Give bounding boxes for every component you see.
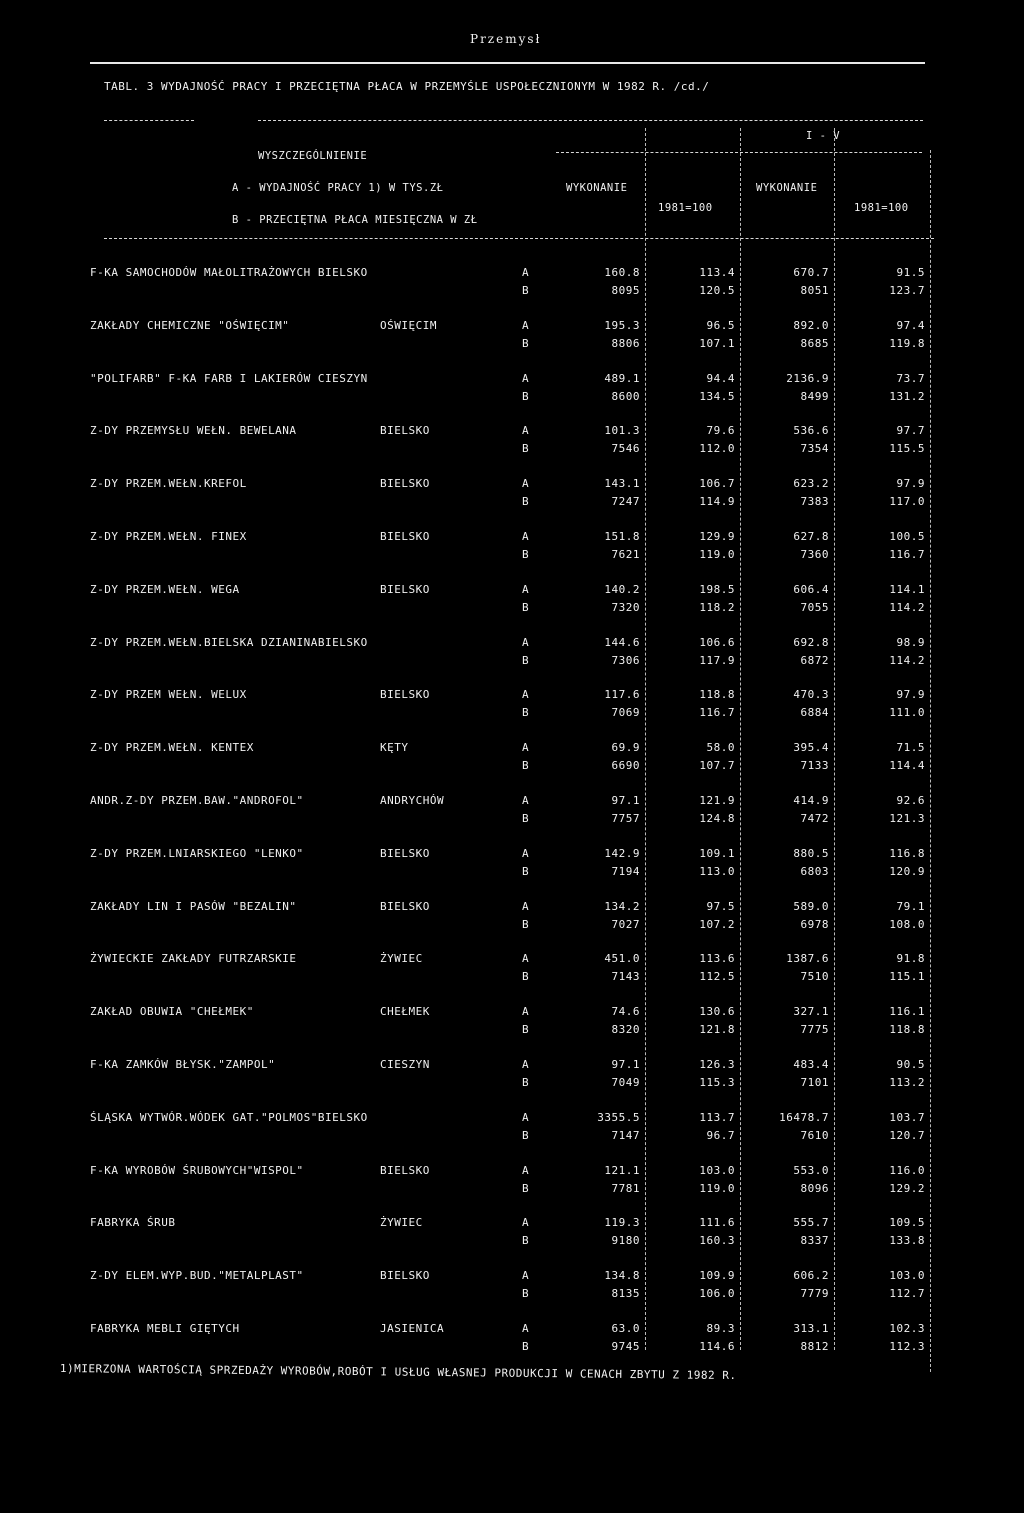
cell-b: 6690 <box>611 759 640 772</box>
row-label-b: B <box>522 865 530 878</box>
top-rule <box>90 62 925 64</box>
cell-a: 79.6 <box>706 424 735 437</box>
cell-b: 8685 <box>800 337 829 350</box>
cell-b: 114.9 <box>699 495 735 508</box>
cell-a: 69.9 <box>611 741 640 754</box>
cell-a: 92.6 <box>896 794 925 807</box>
row-city: ANDRYCHÓW <box>380 794 445 807</box>
row-city: JASIENICA <box>380 1322 445 1335</box>
cell-a: 116.1 <box>889 1005 925 1018</box>
row-city: BIELSKO <box>380 688 430 701</box>
row-city: KĘTY <box>380 741 409 754</box>
cell-b: 119.8 <box>889 337 925 350</box>
cell-a: 121.9 <box>699 794 735 807</box>
cell-a: 2136.9 <box>786 372 829 385</box>
cell-b: 117.0 <box>889 495 925 508</box>
cell-b: 8320 <box>611 1023 640 1036</box>
cell-b: 8806 <box>611 337 640 350</box>
row-name: Z-DY PRZEM.WEŁN. WEGA <box>90 583 240 596</box>
row-label-b: B <box>522 390 530 403</box>
cell-b: 7621 <box>611 548 640 561</box>
cell-a: 670.7 <box>793 266 829 279</box>
row-label-b: B <box>522 495 530 508</box>
row-city: BIELSKO <box>380 583 430 596</box>
cell-b: 113.2 <box>889 1076 925 1089</box>
cell-a: 151.8 <box>604 530 640 543</box>
row-label-a: A <box>522 952 530 965</box>
cell-a: 143.1 <box>604 477 640 490</box>
cell-a: 74.6 <box>611 1005 640 1018</box>
cell-a: 103.7 <box>889 1111 925 1124</box>
row-city: OŚWIĘCIM <box>380 319 437 332</box>
cell-a: 414.9 <box>793 794 829 807</box>
cell-a: 97.4 <box>896 319 925 332</box>
cell-b: 129.2 <box>889 1182 925 1195</box>
cell-a: 553.0 <box>793 1164 829 1177</box>
cell-b: 7610 <box>800 1129 829 1142</box>
row-label-a: A <box>522 1005 530 1018</box>
row-label-a: A <box>522 1164 530 1177</box>
cell-b: 7247 <box>611 495 640 508</box>
cell-a: 100.5 <box>889 530 925 543</box>
cell-b: 115.3 <box>699 1076 735 1089</box>
cell-b: 120.7 <box>889 1129 925 1142</box>
cell-b: 115.5 <box>889 442 925 455</box>
row-label-a: A <box>522 583 530 596</box>
column-rule-2 <box>740 128 741 1350</box>
cell-b: 111.0 <box>889 706 925 719</box>
cell-b: 131.2 <box>889 390 925 403</box>
row-name: Z-DY PRZEM WEŁN. WELUX <box>90 688 247 701</box>
row-name: FABRYKA MEBLI GIĘTYCH <box>90 1322 240 1335</box>
cell-a: 114.1 <box>889 583 925 596</box>
cell-a: 71.5 <box>896 741 925 754</box>
cell-b: 121.3 <box>889 812 925 825</box>
row-name: Z-DY PRZEM.WEŁN.BIELSKA DZIANINABIELSKO <box>90 636 368 649</box>
row-name: Z-DY ELEM.WYP.BUD."METALPLAST" <box>90 1269 304 1282</box>
cell-b: 7779 <box>800 1287 829 1300</box>
cell-b: 7306 <box>611 654 640 667</box>
row-name: Z-DY PRZEMYSŁU WEŁN. BEWELANA <box>90 424 297 437</box>
cell-b: 116.7 <box>699 706 735 719</box>
row-label-a: A <box>522 688 530 701</box>
cell-b: 106.0 <box>699 1287 735 1300</box>
cell-a: 106.6 <box>699 636 735 649</box>
cell-b: 123.7 <box>889 284 925 297</box>
cell-a: 97.1 <box>611 1058 640 1071</box>
row-label-a: A <box>522 372 530 385</box>
cell-a: 589.0 <box>793 900 829 913</box>
cell-b: 107.2 <box>699 918 735 931</box>
row-city: CHEŁMEK <box>380 1005 430 1018</box>
cell-a: 198.5 <box>699 583 735 596</box>
cell-a: 119.3 <box>604 1216 640 1229</box>
page-header: Przemysł <box>470 32 542 46</box>
cell-b: 7143 <box>611 970 640 983</box>
cell-b: 112.0 <box>699 442 735 455</box>
header-col4: 1981=100 <box>854 202 909 214</box>
cell-a: 121.1 <box>604 1164 640 1177</box>
cell-b: 8051 <box>800 284 829 297</box>
cell-a: 79.1 <box>896 900 925 913</box>
cell-b: 8499 <box>800 390 829 403</box>
cell-b: 6872 <box>800 654 829 667</box>
cell-b: 124.8 <box>699 812 735 825</box>
row-label-a: A <box>522 847 530 860</box>
row-name: Z-DY PRZEM.WEŁN.KREFOL <box>90 477 247 490</box>
cell-a: 555.7 <box>793 1216 829 1229</box>
cell-a: 483.4 <box>793 1058 829 1071</box>
row-label-b: B <box>522 1182 530 1195</box>
cell-b: 8600 <box>611 390 640 403</box>
cell-b: 108.0 <box>889 918 925 931</box>
row-label-a: A <box>522 636 530 649</box>
row-name: Z-DY PRZEM.LNIARSKIEGO "LENKO" <box>90 847 304 860</box>
row-name: ZAKŁADY CHEMICZNE "OŚWIĘCIM" <box>90 319 290 332</box>
cell-b: 7360 <box>800 548 829 561</box>
cell-b: 113.0 <box>699 865 735 878</box>
cell-b: 133.8 <box>889 1234 925 1247</box>
cell-b: 112.5 <box>699 970 735 983</box>
cell-b: 8812 <box>800 1340 829 1353</box>
row-label-b: B <box>522 337 530 350</box>
row-city: BIELSKO <box>380 900 430 913</box>
row-label-b: B <box>522 970 530 983</box>
cell-b: 7055 <box>800 601 829 614</box>
cell-a: 116.8 <box>889 847 925 860</box>
row-label-b: B <box>522 1340 530 1353</box>
cell-a: 103.0 <box>889 1269 925 1282</box>
cell-b: 7510 <box>800 970 829 983</box>
cell-a: 113.6 <box>699 952 735 965</box>
cell-a: 96.5 <box>706 319 735 332</box>
row-label-b: B <box>522 601 530 614</box>
cell-b: 112.3 <box>889 1340 925 1353</box>
row-name: Z-DY PRZEM.WEŁN. FINEX <box>90 530 247 543</box>
row-label-b: B <box>522 284 530 297</box>
cell-b: 7147 <box>611 1129 640 1142</box>
cell-a: 142.9 <box>604 847 640 860</box>
row-label-a: A <box>522 1058 530 1071</box>
cell-a: 58.0 <box>706 741 735 754</box>
cell-a: 489.1 <box>604 372 640 385</box>
cell-a: 97.9 <box>896 477 925 490</box>
cell-a: 113.4 <box>699 266 735 279</box>
cell-b: 115.1 <box>889 970 925 983</box>
row-name: F-KA ZAMKÓW BŁYSK."ZAMPOL" <box>90 1058 276 1071</box>
cell-a: 451.0 <box>604 952 640 965</box>
row-name: ANDR.Z-DY PRZEM.BAW."ANDROFOL" <box>90 794 304 807</box>
cell-b: 121.8 <box>699 1023 735 1036</box>
cell-a: 109.5 <box>889 1216 925 1229</box>
cell-a: 73.7 <box>896 372 925 385</box>
cell-b: 114.6 <box>699 1340 735 1353</box>
cell-b: 117.9 <box>699 654 735 667</box>
cell-b: 7775 <box>800 1023 829 1036</box>
cell-a: 116.0 <box>889 1164 925 1177</box>
cell-a: 627.8 <box>793 530 829 543</box>
cell-a: 313.1 <box>793 1322 829 1335</box>
cell-b: 7354 <box>800 442 829 455</box>
cell-b: 8337 <box>800 1234 829 1247</box>
cell-b: 119.0 <box>699 1182 735 1195</box>
row-label-b: B <box>522 548 530 561</box>
cell-b: 116.7 <box>889 548 925 561</box>
row-label-a: A <box>522 1269 530 1282</box>
cell-b: 7383 <box>800 495 829 508</box>
row-label-a: A <box>522 1111 530 1124</box>
row-label-a: A <box>522 1322 530 1335</box>
cell-a: 103.0 <box>699 1164 735 1177</box>
cell-a: 118.8 <box>699 688 735 701</box>
row-label-a: A <box>522 266 530 279</box>
title-underline-right <box>258 120 923 121</box>
cell-a: 94.4 <box>706 372 735 385</box>
row-label-a: A <box>522 477 530 490</box>
row-label-b: B <box>522 1287 530 1300</box>
cell-a: 98.9 <box>896 636 925 649</box>
cell-a: 692.8 <box>793 636 829 649</box>
footnote: 1)MIERZONA WARTOŚCIĄ SPRZEDAŻY WYROBÓW,ROBÓT I USŁUG WŁASNEJ PRODUKCJI W CENACH ZBYTU Z 1982 R. <box>59 1362 737 1383</box>
column-rule-1 <box>645 128 646 1350</box>
cell-b: 7757 <box>611 812 640 825</box>
cell-b: 8095 <box>611 284 640 297</box>
cell-a: 113.7 <box>699 1111 735 1124</box>
cell-a: 606.2 <box>793 1269 829 1282</box>
cell-b: 7069 <box>611 706 640 719</box>
header-line-a: A - WYDAJNOŚĆ PRACY 1) W TYS.ZŁ <box>232 182 444 194</box>
row-label-b: B <box>522 1076 530 1089</box>
cell-a: 3355.5 <box>597 1111 640 1124</box>
cell-b: 7781 <box>611 1182 640 1195</box>
cell-a: 109.1 <box>699 847 735 860</box>
row-city: ŻYWIEC <box>380 1216 423 1229</box>
cell-b: 7133 <box>800 759 829 772</box>
row-label-a: A <box>522 900 530 913</box>
cell-b: 8096 <box>800 1182 829 1195</box>
row-name: ZAKŁADY LIN I PASÓW "BEZALIN" <box>90 900 297 913</box>
row-city: BIELSKO <box>380 477 430 490</box>
cell-a: 144.6 <box>604 636 640 649</box>
cell-b: 120.9 <box>889 865 925 878</box>
row-city: BIELSKO <box>380 1269 430 1282</box>
cell-b: 8135 <box>611 1287 640 1300</box>
row-name: ŚLĄSKA WYTWÓR.WÓDEK GAT."POLMOS"BIELSKO <box>90 1111 368 1124</box>
cell-b: 160.3 <box>699 1234 735 1247</box>
cell-a: 470.3 <box>793 688 829 701</box>
row-city: BIELSKO <box>380 847 430 860</box>
row-label-a: A <box>522 424 530 437</box>
cell-a: 90.5 <box>896 1058 925 1071</box>
row-city: BIELSKO <box>380 530 430 543</box>
cell-b: 9745 <box>611 1340 640 1353</box>
cell-a: 623.2 <box>793 477 829 490</box>
row-label-b: B <box>522 759 530 772</box>
cell-a: 892.0 <box>793 319 829 332</box>
cell-b: 6978 <box>800 918 829 931</box>
row-label-b: B <box>522 654 530 667</box>
row-label-a: A <box>522 530 530 543</box>
cell-a: 117.6 <box>604 688 640 701</box>
cell-a: 395.4 <box>793 741 829 754</box>
cell-b: 6884 <box>800 706 829 719</box>
header-bottom-rule <box>104 238 934 239</box>
cell-b: 107.1 <box>699 337 735 350</box>
header-col2: 1981=100 <box>658 202 713 214</box>
row-label-b: B <box>522 812 530 825</box>
cell-b: 7101 <box>800 1076 829 1089</box>
cell-b: 9180 <box>611 1234 640 1247</box>
cell-b: 134.5 <box>699 390 735 403</box>
cell-a: 101.3 <box>604 424 640 437</box>
cell-a: 130.6 <box>699 1005 735 1018</box>
cell-a: 97.5 <box>706 900 735 913</box>
cell-a: 1387.6 <box>786 952 829 965</box>
cell-a: 91.8 <box>896 952 925 965</box>
header-col1: WYKONANIE <box>566 182 628 194</box>
row-label-b: B <box>522 1234 530 1247</box>
cell-b: 7194 <box>611 865 640 878</box>
cell-a: 16478.7 <box>779 1111 829 1124</box>
cell-a: 102.3 <box>889 1322 925 1335</box>
row-label-a: A <box>522 319 530 332</box>
header-specification: WYSZCZEGÓLNIENIE <box>258 150 368 162</box>
row-name: F-KA SAMOCHODÓW MAŁOLITRAŻOWYCH BIELSKO <box>90 266 368 279</box>
row-label-a: A <box>522 1216 530 1229</box>
cell-a: 63.0 <box>611 1322 640 1335</box>
cell-a: 91.5 <box>896 266 925 279</box>
row-label-b: B <box>522 706 530 719</box>
row-label-b: B <box>522 1129 530 1142</box>
row-label-a: A <box>522 741 530 754</box>
cell-a: 880.5 <box>793 847 829 860</box>
cell-b: 7049 <box>611 1076 640 1089</box>
row-name: FABRYKA ŚRUB <box>90 1216 176 1229</box>
row-label-a: A <box>522 794 530 807</box>
cell-b: 7027 <box>611 918 640 931</box>
cell-a: 126.3 <box>699 1058 735 1071</box>
cell-a: 106.7 <box>699 477 735 490</box>
column-rule-4 <box>930 150 931 1372</box>
cell-b: 114.2 <box>889 654 925 667</box>
row-name: F-KA WYROBÓW ŚRUBOWYCH"WISPOL" <box>90 1164 304 1177</box>
cell-a: 606.4 <box>793 583 829 596</box>
cell-b: 112.7 <box>889 1287 925 1300</box>
cell-a: 140.2 <box>604 583 640 596</box>
cell-b: 118.2 <box>699 601 735 614</box>
cell-a: 97.7 <box>896 424 925 437</box>
header-group: I - V <box>806 130 841 142</box>
cell-b: 6803 <box>800 865 829 878</box>
row-city: BIELSKO <box>380 424 430 437</box>
row-name: Z-DY PRZEM.WEŁN. KENTEX <box>90 741 254 754</box>
cell-b: 120.5 <box>699 284 735 297</box>
cell-b: 114.4 <box>889 759 925 772</box>
cell-a: 97.1 <box>611 794 640 807</box>
row-label-b: B <box>522 1023 530 1036</box>
cell-a: 109.9 <box>699 1269 735 1282</box>
row-label-b: B <box>522 442 530 455</box>
header-line-b: B - PRZECIĘTNA PŁACA MIESIĘCZNA W ZŁ <box>232 214 478 226</box>
cell-b: 107.7 <box>699 759 735 772</box>
cell-a: 134.2 <box>604 900 640 913</box>
row-name: "POLIFARB" F-KA FARB I LAKIERÓW CIESZYN <box>90 372 368 385</box>
cell-a: 129.9 <box>699 530 735 543</box>
row-city: ŻYWIEC <box>380 952 423 965</box>
header-group-rule <box>556 152 922 153</box>
cell-b: 114.2 <box>889 601 925 614</box>
header-col3: WYKONANIE <box>756 182 818 194</box>
cell-a: 327.1 <box>793 1005 829 1018</box>
row-city: BIELSKO <box>380 1164 430 1177</box>
cell-b: 7472 <box>800 812 829 825</box>
cell-b: 96.7 <box>706 1129 735 1142</box>
cell-b: 118.8 <box>889 1023 925 1036</box>
row-name: ŻYWIECKIE ZAKŁADY FUTRZARSKIE <box>90 952 297 965</box>
title-underline-left <box>104 120 194 121</box>
row-city: CIESZYN <box>380 1058 430 1071</box>
cell-a: 111.6 <box>699 1216 735 1229</box>
cell-a: 160.8 <box>604 266 640 279</box>
cell-a: 195.3 <box>604 319 640 332</box>
row-label-b: B <box>522 918 530 931</box>
cell-b: 7320 <box>611 601 640 614</box>
table-title: TABL. 3 WYDAJNOŚĆ PRACY I PRZECIĘTNA PŁACA W PRZEMYŚLE USPOŁECZNIONYM W 1982 R. /cd./ <box>104 80 710 93</box>
row-name: ZAKŁAD OBUWIA "CHEŁMEK" <box>90 1005 254 1018</box>
column-rule-3 <box>834 128 835 1350</box>
cell-a: 134.8 <box>604 1269 640 1282</box>
cell-a: 97.9 <box>896 688 925 701</box>
cell-b: 119.0 <box>699 548 735 561</box>
cell-a: 89.3 <box>706 1322 735 1335</box>
cell-b: 7546 <box>611 442 640 455</box>
cell-a: 536.6 <box>793 424 829 437</box>
